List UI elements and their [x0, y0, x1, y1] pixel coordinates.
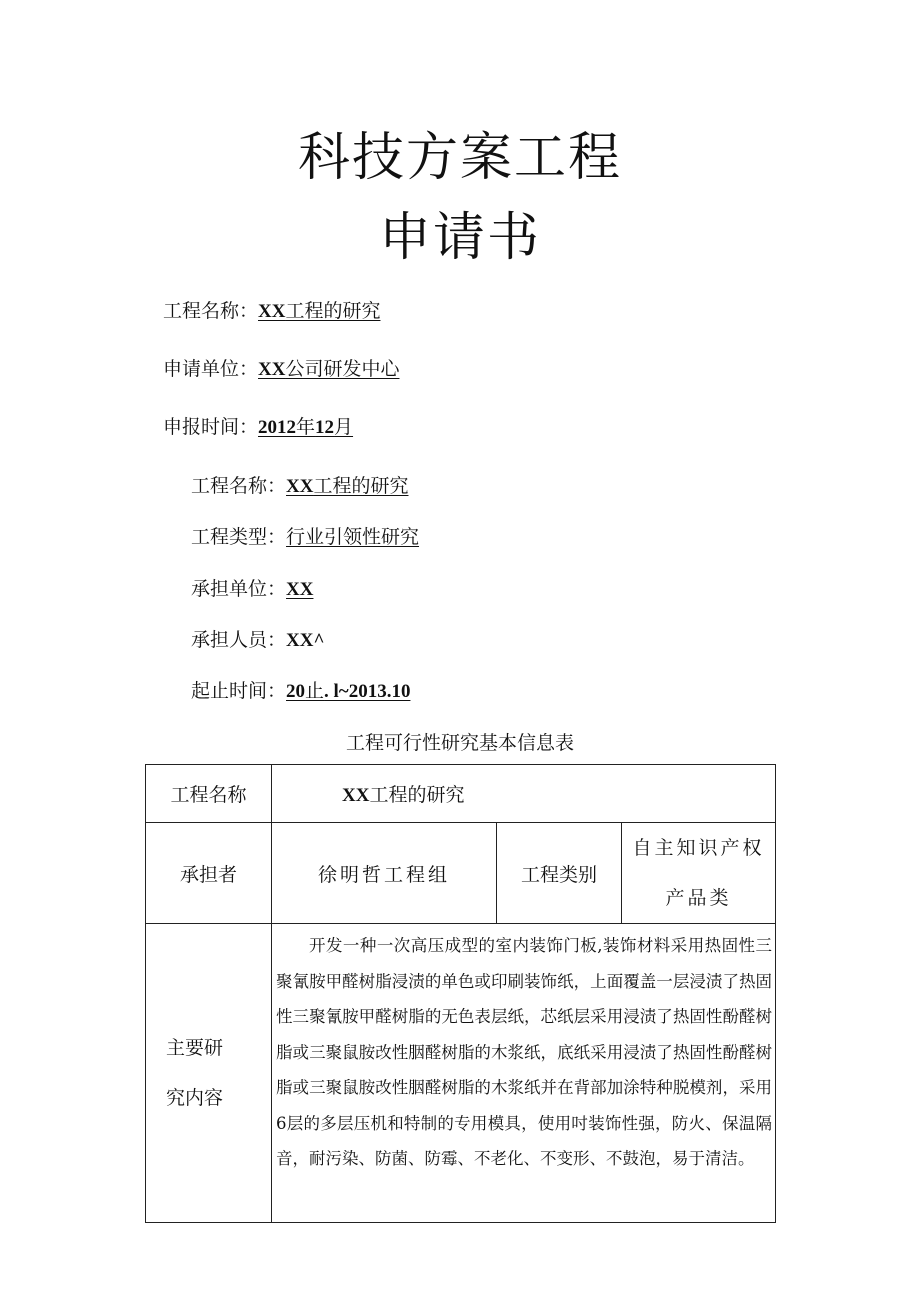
- field-value: 行业引领性研究: [286, 526, 420, 548]
- header-field-apply-date: [163, 415, 353, 440]
- project-info-table: [145, 764, 776, 1223]
- main-content-label: 主要研 究内容: [146, 924, 272, 1223]
- undertaker-label: 承担者: [146, 823, 272, 924]
- table-row: [146, 924, 776, 1223]
- undertaker-value: 徐明哲工程组: [272, 823, 497, 924]
- field-value: 2012年12月: [258, 416, 354, 438]
- detail-field-personnel: [191, 628, 325, 653]
- project-name-value: XX工程的研究: [272, 765, 776, 823]
- category-value: 自主知识产权 产品类: [622, 823, 776, 924]
- detail-field-project-type: [191, 525, 419, 549]
- project-name-label: 工程名称: [146, 765, 272, 823]
- field-label: 工程名称：: [163, 300, 259, 322]
- field-value: 20止. l~2013.10: [286, 680, 411, 702]
- field-label: 申报时间：: [163, 416, 259, 438]
- field-value: XX: [286, 579, 314, 600]
- document-title-line2: 申请书: [378, 208, 541, 268]
- table-caption: 工程可行性研究基本信息表: [345, 732, 574, 754]
- detail-field-project-name: [191, 474, 408, 499]
- category-label: 工程类别: [497, 823, 622, 924]
- field-value: XX公司研发中心: [258, 358, 400, 380]
- field-value: XX工程的研究: [258, 300, 381, 322]
- main-content-text: 开发一种一次高压成型的室内装饰门板,装饰材料采用热固性三聚氰胺甲醛树脂浸渍的单色或印刷装饰纸，上面覆盖一层浸渍了热固性三聚氰胺甲醛树脂的无色表层纸，芯纸层采用浸渍了热固性酚醛树脂或三聚鼠胺改性胭醛树脂的木浆纸，底纸采用浸渍了热固性酚醛树脂或三聚鼠胺改性胭醛树脂的木浆纸并在背部加涂特种脱模剂，采用6层的多层压机和特制的专用模具，使用吋装饰性强，防火、保温隔音，耐污染、防菌、防霉、不老化、不变形、不鼓泡，易于清洁。: [272, 924, 776, 1223]
- field-label: 申请单位：: [163, 358, 259, 380]
- header-field-project-name: [163, 299, 380, 324]
- detail-field-undertaking-unit: [191, 577, 313, 602]
- field-label: 工程名称：: [191, 475, 287, 497]
- table-row: [146, 823, 776, 924]
- field-value: XX^: [286, 630, 325, 651]
- table-row: [146, 765, 776, 823]
- field-label: 承担人员：: [191, 629, 287, 651]
- field-label: 工程类型：: [191, 526, 287, 548]
- field-label: 承担单位：: [191, 578, 287, 600]
- field-value: XX工程的研究: [286, 475, 409, 497]
- field-label: 起止时间：: [191, 680, 287, 702]
- detail-field-period: [191, 679, 410, 704]
- header-field-applicant-unit: [163, 357, 399, 382]
- document-title-line1: 科技方案工程: [297, 128, 622, 188]
